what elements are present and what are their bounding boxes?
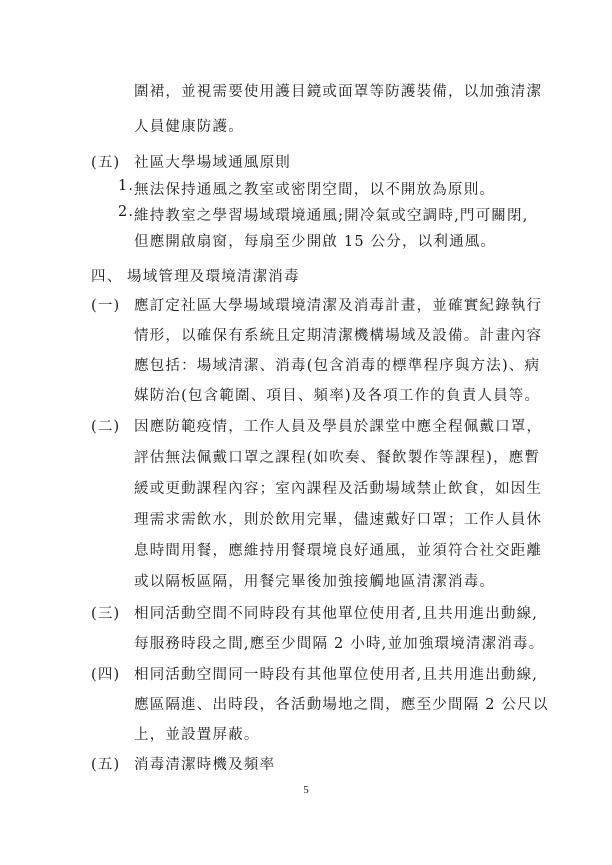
paragraph-line: 消毒清潔時機及頻率 [134,757,276,773]
chapter-marker: 四、 [91,269,123,285]
item-marker: (四) [91,667,121,683]
list-item: 無法保持通風之教室或密閉空間，以不開放為原則。 [134,182,496,198]
paragraph-line: 或以隔板區隔，用餐完畢後加強接觸地區清潔消毒。 [134,574,496,590]
section-marker: (五) [91,155,121,171]
chapter-heading: 場域管理及環境清潔消毒 [127,269,300,285]
paragraph-line: 應訂定社區大學場域環境清潔及消毒計畫，並確實紀錄執行 [134,298,543,314]
list-item: 維持教室之學習場域環境通風;開冷氣或空調時,門可關閉, [134,208,529,224]
item-marker: (五) [91,757,121,773]
paragraph-line: 圍裙，並視需要使用護目鏡或面罩等防護裝備，以加強清潔 [134,84,543,100]
paragraph-line: 息時間用餐，應維持用餐環境良好通風，並須符合社交距離 [134,543,543,559]
paragraph-line: 人員健康防護。 [134,119,244,135]
list-number: 1. [118,178,135,194]
paragraph-line: 相同活動空間同一時段有其他單位使用者,且共用進出動線, [134,667,539,683]
paragraph-line: 因應防範疫情，工作人員及學員於課堂中應全程佩戴口罩， [134,419,543,435]
paragraph-line: 理需求需飲水，則於飲用完畢，儘速戴好口罩；工作人員休 [134,512,543,528]
paragraph-line: 每服務時段之間,應至少間隔 2 小時,並加強環境清潔消毒。 [134,636,545,652]
item-marker: (二) [91,419,121,435]
list-item: 但應開啟扇窗，每扇至少開啟 15 公分，以利通風。 [134,234,497,250]
page-number: 5 [303,784,309,796]
paragraph-line: 緩或更動課程內容；室內課程及活動場域禁止飲食，如因生 [134,481,543,497]
paragraph-line: 情形，以確保有系統且定期清潔機構場域及設備。計畫內容 [134,328,543,344]
item-marker: (一) [91,298,121,314]
paragraph-line: 上，並設置屏蔽。 [134,727,260,743]
paragraph-line: 應區隔進、出時段，各活動場地之間，應至少間隔 2 公尺以 [134,697,549,713]
section-heading: 社區大學場域通風原則 [134,155,291,171]
paragraph-line: 媒防治(包含範圍、項目、頻率)及各項工作的負責人員等。 [134,388,541,404]
list-number: 2. [118,204,135,220]
paragraph-line: 相同活動空間不同時段有其他單位使用者,且共用進出動線, [134,606,539,622]
paragraph-line: 應包括：場域清潔、消毒(包含消毒的標準程序與方法)、病 [134,358,541,374]
paragraph-line: 評估無法佩戴口罩之課程(如吹奏、餐飲製作等課程)，應暫 [134,450,541,466]
item-marker: (三) [91,606,121,622]
